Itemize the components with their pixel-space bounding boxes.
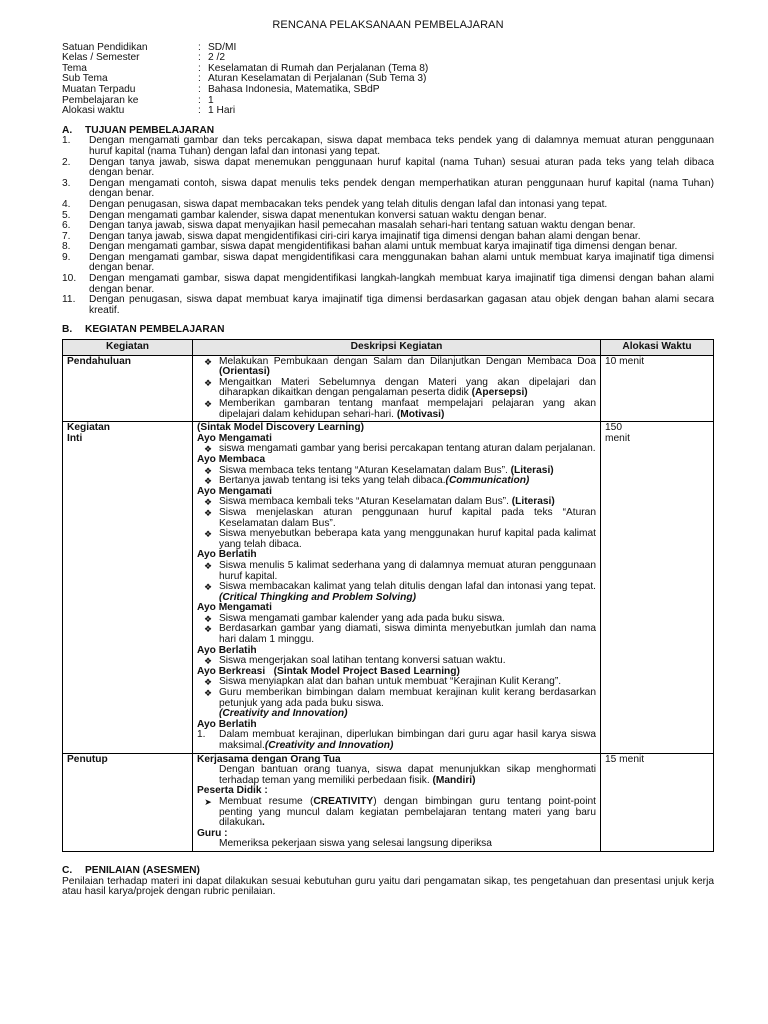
activity-heading: Ayo Mengamati bbox=[197, 602, 272, 614]
diamond-bullet-icon: ❖ bbox=[203, 613, 213, 624]
meta-sep: : bbox=[198, 105, 201, 117]
table-header-row bbox=[63, 340, 714, 356]
item-number: 4. bbox=[62, 198, 71, 210]
meta-label: Tema bbox=[62, 62, 87, 74]
header-deskripsi: Deskripsi Kegiatan bbox=[193, 340, 601, 356]
bullet-text: Guru memberikan bimbingan dalam membuat kerajinan kulit kerang berdasarkan petunjuk yang ada pada buku siswa. bbox=[219, 687, 596, 709]
item-number: 7. bbox=[62, 230, 71, 242]
bullet-emphasis: (Motivasi) bbox=[396, 408, 445, 420]
section-title: KEGIATAN PEMBELAJARAN bbox=[85, 324, 225, 336]
bullet-emphasis: CREATIVITY bbox=[313, 795, 374, 807]
item-text: Dengan mengamati contoh, siswa dapat menulis teks pendek dengan memperhatikan aturan penggunaan huruf kapital (nama Tuhan) dengan benar. bbox=[89, 177, 714, 200]
row-description bbox=[193, 355, 601, 422]
goals-list bbox=[62, 136, 714, 316]
section-tujuan bbox=[62, 126, 714, 317]
diamond-bullet-icon: ❖ bbox=[203, 356, 213, 367]
diamond-bullet-icon: ❖ bbox=[203, 465, 213, 476]
diamond-bullet-icon: ❖ bbox=[203, 656, 213, 667]
section-number: B. bbox=[62, 324, 73, 336]
row-time-line: menit bbox=[605, 432, 630, 444]
numbered-item bbox=[197, 730, 596, 751]
bullet-text: Siswa menulis 5 kalimat sederhana yang di dalamnya memuat aturan penggunaan huruf kapital. bbox=[219, 559, 596, 582]
diamond-bullet-icon: ❖ bbox=[203, 677, 213, 688]
diamond-bullet-icon: ❖ bbox=[203, 560, 213, 571]
bullet-text: Siswa menyebutkan beberapa kata yang menggunakan huruf kapital pada kalimat yang telah dibaca. bbox=[219, 528, 596, 550]
bullet-text: Memberikan gambaran tentang manfaat mempelajari pelajaran yang akan dipelajari dalam kehidupan sehari-hari. bbox=[219, 398, 596, 420]
activity-heading: Ayo Berlatih bbox=[197, 644, 257, 656]
diamond-bullet-icon: ❖ bbox=[203, 377, 213, 388]
meta-sep: : bbox=[198, 62, 201, 74]
bullet-text: Siswa menjelaskan aturan penggunaan huruf kapital pada teks “Aturan Keselamatan dalam Bus”. bbox=[219, 506, 596, 529]
item-number: 1. bbox=[62, 135, 71, 147]
table-row bbox=[63, 355, 714, 422]
model-sintak: (Sintak Model Project Based Learning) bbox=[273, 665, 460, 677]
row-label bbox=[63, 422, 193, 753]
diamond-bullet-icon: ❖ bbox=[203, 497, 213, 508]
activity-heading: Ayo Mengamati bbox=[197, 432, 272, 444]
bullet-text: Melakukan Pembukaan dengan Salam dan Dilanjutkan Dengan Membaca Doa bbox=[219, 355, 596, 367]
bullet-emphasis: (Critical Thingking and Problem Solving) bbox=[219, 591, 416, 603]
arrowhead-bullet-icon: ➤ bbox=[204, 796, 212, 807]
diamond-bullet-icon: ❖ bbox=[203, 529, 213, 540]
section-penilaian bbox=[62, 866, 714, 898]
row-time-line: 150 bbox=[605, 422, 622, 434]
row-time: 10 menit bbox=[601, 355, 714, 422]
item-number: 10. bbox=[62, 273, 77, 285]
bullet-text: Membuat resume ( bbox=[219, 795, 314, 807]
meta-label: Alokasi waktu bbox=[62, 105, 125, 117]
row-label: Penutup bbox=[63, 753, 193, 851]
item-number: 11. bbox=[62, 294, 76, 306]
activity-heading: Ayo Membaca bbox=[197, 453, 266, 465]
bullet-item bbox=[197, 378, 596, 399]
activity-heading: Peserta Didik : bbox=[197, 785, 268, 797]
bullet-item bbox=[197, 357, 596, 378]
meta-value: Keselamatan di Rumah dan Perjalanan (Tema 8) bbox=[208, 62, 429, 74]
item-text: Dengan mengamati gambar dan teks percakapan, siswa dapat membaca teks pendek yang di dalamnya memuat aturan penggunaan huruf kapital (nama Tuhan) dengan lafal dan intonasi yang tepat. bbox=[89, 135, 714, 157]
item-number: 6. bbox=[62, 220, 71, 232]
bullet-emphasis: (Orientasi) bbox=[219, 366, 270, 378]
activity-heading: Ayo Berlatih bbox=[197, 549, 257, 561]
list-item bbox=[62, 200, 714, 211]
header-kegiatan: Kegiatan bbox=[63, 340, 193, 356]
bullet-text: Bertanya jawab tentang isi teks yang telah dibaca. bbox=[219, 475, 446, 487]
bullet-emphasis: . bbox=[262, 817, 265, 829]
meta-value: 1 Hari bbox=[208, 105, 236, 117]
meta-sep: : bbox=[198, 73, 201, 85]
row-time bbox=[601, 422, 714, 753]
item-number: 2. bbox=[62, 156, 71, 168]
activity-heading: Ayo Berlatih bbox=[197, 718, 257, 730]
item-text: Dengan tanya jawab, siswa dapat menyajikan hasil pemecahan masalah sehari-hari tentang satuan waktu dengan benar. bbox=[89, 220, 636, 232]
rpp-document bbox=[62, 20, 714, 898]
item-number: 9. bbox=[62, 251, 71, 263]
section-kegiatan bbox=[62, 325, 714, 852]
bullet-emphasis: (Creativity and Innovation) bbox=[264, 740, 394, 751]
bullet-text: siswa mengamati gambar yang berisi percakapan tentang aturan dalam perjalanan. bbox=[219, 443, 596, 455]
item-number: 3. bbox=[62, 177, 71, 189]
item-text: Dengan penugasan, siswa dapat membuat karya imajinatif tiga dimensi berdasarkan gagasan atau objek dengan bahan alami secara kreatif. bbox=[89, 294, 714, 316]
bullet-emphasis: (Literasi) bbox=[511, 496, 555, 508]
row-description bbox=[193, 422, 601, 753]
row-description bbox=[193, 753, 601, 851]
meta-value: 2 /2 bbox=[208, 52, 225, 64]
item-number: 8. bbox=[62, 241, 71, 253]
table-row bbox=[63, 422, 714, 753]
table-row bbox=[63, 753, 714, 851]
row-label: Pendahuluan bbox=[63, 355, 193, 422]
item-number: 5. bbox=[62, 209, 71, 221]
activity-table bbox=[62, 339, 714, 852]
paragraph-emphasis: (Mandiri) bbox=[432, 774, 476, 786]
document-title: RENCANA PELAKSANAAN PEMBELAJARAN bbox=[272, 19, 504, 31]
bullet-text: Berdasarkan gambar yang diamati, siswa diminta menyebutkan jumlah dan nama hari dalam 1 minggu. bbox=[219, 623, 596, 646]
bullet-emphasis: (Apersepsi) bbox=[471, 387, 528, 399]
meta-label: Satuan Pendidikan bbox=[62, 41, 148, 53]
bullet-item bbox=[197, 561, 596, 582]
list-item bbox=[62, 253, 714, 274]
diamond-bullet-icon: ❖ bbox=[203, 624, 213, 635]
diamond-bullet-icon: ❖ bbox=[203, 476, 213, 487]
list-item bbox=[62, 136, 714, 157]
section-number: C. bbox=[62, 864, 73, 876]
bullet-emphasis: (Literasi) bbox=[510, 464, 554, 476]
header-alokasi: Alokasi Waktu bbox=[601, 340, 714, 356]
bullet-text: Siswa membaca kembali teks “Aturan Keselamatan dalam Bus”. bbox=[219, 496, 509, 508]
meta-value: Aturan Keselamatan di Perjalanan (Sub Tema 3) bbox=[208, 73, 427, 85]
item-text: Dengan penugasan, siswa dapat membacakan teks pendek yang telah ditulis dengan lafal dan intonasi yang tepat. bbox=[89, 198, 608, 210]
meta-value: SD/MI bbox=[208, 41, 237, 53]
bullet-text: Dalam membuat kerajinan, diperlukan bimbingan dari guru agar hasil karya siswa maksimal. bbox=[219, 729, 596, 751]
item-text: Dengan mengamati gambar, siswa dapat mengidentifikasi cara menggunakan bahan alami untuk membuat karya imajinatif tiga dimensi dengan benar. bbox=[89, 251, 714, 274]
list-item bbox=[62, 274, 714, 295]
meta-label: Sub Tema bbox=[62, 73, 108, 85]
meta-label: Muatan Terpadu bbox=[62, 83, 136, 95]
meta-label: Pembelajaran ke bbox=[62, 94, 139, 106]
section-title: TUJUAN PEMBELAJARAN bbox=[85, 124, 215, 136]
meta-sep: : bbox=[198, 94, 201, 106]
bullet-item bbox=[197, 529, 596, 550]
paragraph-text: Dengan bantuan orang tuanya, siswa dapat menunjukkan sikap menghormati terhadap teman yang memiliki perbedaan fisik. bbox=[219, 764, 596, 786]
diamond-bullet-icon: ❖ bbox=[203, 399, 213, 409]
activity-heading: Ayo Mengamati bbox=[197, 485, 272, 497]
bullet-text: Siswa membacakan kalimat yang telah ditulis dengan lafal dan intonasi yang tepat. bbox=[219, 581, 596, 593]
bullet-text: Siswa mengerjakan soal latihan tentang konversi satuan waktu. bbox=[219, 655, 506, 667]
bullet-item bbox=[197, 399, 596, 420]
section-number: A. bbox=[62, 124, 73, 136]
bullet-item bbox=[197, 624, 596, 645]
row-label-line: Kegiatan bbox=[67, 422, 111, 434]
meta-sep: : bbox=[198, 83, 201, 95]
row-time: 15 menit bbox=[601, 753, 714, 851]
diamond-bullet-icon: ❖ bbox=[203, 582, 213, 593]
identity-table bbox=[62, 43, 714, 117]
bullet-item bbox=[197, 797, 596, 829]
item-text: Dengan mengamati gambar kalender, siswa dapat menentukan konversi satuan waktu dengan benar. bbox=[89, 209, 547, 221]
bullet-text: Siswa membaca teks tentang “Aturan Keselamatan dalam Bus”. bbox=[219, 464, 508, 476]
bullet-text: Siswa menyiapkan alat dan bahan untuk membuat “Kerajinan Kulit Kerang”. bbox=[219, 676, 562, 688]
bullet-text: Mengaitkan Materi Sebelumnya dengan Materi yang akan dipelajari dan diharapkan dikaitkan dengan pengalaman peserta didik bbox=[219, 376, 596, 399]
bullet-item bbox=[197, 688, 596, 720]
diamond-bullet-icon: ❖ bbox=[203, 688, 213, 699]
item-text: Dengan mengamati gambar, siswa dapat mengidentifikasi langkah-langkah membuat karya imajinatif tiga dimensi dengan bahan alami dengan benar. bbox=[89, 273, 714, 295]
row-label-line: Inti bbox=[67, 432, 83, 444]
bullet-emphasis: (Communication) bbox=[445, 475, 530, 487]
bullet-text: ) dengan bimbingan guru tentang point-point penting yang muncul dalam kegiatan pembelajaran tentang materi yang baru dilakukan bbox=[219, 795, 596, 829]
bullet-text: Siswa mengamati gambar kalender yang ada pada buku siswa. bbox=[219, 612, 505, 624]
list-item bbox=[62, 179, 714, 200]
model-sintak: (Sintak Model Discovery Learning) bbox=[197, 422, 364, 434]
item-number: 1. bbox=[197, 729, 206, 741]
item-text: Dengan mengamati gambar, siswa dapat mengidentifikasi bahan alami untuk membuat karya imajinatif tiga dimensi dengan benar. bbox=[89, 241, 678, 253]
list-item bbox=[62, 158, 714, 179]
paragraph: Memeriksa pekerjaan siswa yang selesai langsung diperiksa bbox=[219, 838, 492, 850]
section-title: PENILAIAN (ASESMEN) bbox=[85, 864, 200, 876]
section-heading bbox=[62, 325, 714, 336]
item-text: Dengan tanya jawab, siswa dapat mengidentifikasi ciri-ciri karya imajinatif tiga dimensi dengan bahan alami dengan benar. bbox=[89, 230, 641, 242]
section-heading bbox=[62, 866, 714, 877]
activity-heading-text: Ayo Berkreasi bbox=[197, 665, 266, 677]
meta-value: 1 bbox=[208, 94, 214, 106]
bullet-item bbox=[197, 582, 596, 603]
item-text: Dengan tanya jawab, siswa dapat menemukan penggunaan huruf kapital (nama Tuhan) sesuai aturan pada teks yang telah dibaca dengan benar. bbox=[89, 156, 714, 179]
paragraph bbox=[197, 765, 596, 786]
meta-sep: : bbox=[198, 52, 201, 64]
diamond-bullet-icon: ❖ bbox=[203, 507, 213, 518]
bullet-item bbox=[197, 508, 596, 529]
activity-heading: Guru : bbox=[197, 827, 228, 839]
meta-label: Kelas / Semester bbox=[62, 52, 140, 64]
diamond-bullet-icon: ❖ bbox=[203, 444, 213, 455]
bullet-emphasis: (Creativity and Innovation) bbox=[219, 708, 348, 720]
activity-heading: Kerjasama dengan Orang Tua bbox=[197, 753, 341, 765]
list-item bbox=[62, 295, 714, 316]
assessment-text: Penilaian terhadap materi ini dapat dilakukan sesuai kebutuhan guru yaitu dari pengamatan sikap, tes pengetahuan dan presentasi unjuk kerja atau hasil karya/projek dengan rubric penilaian. bbox=[62, 875, 714, 898]
meta-sep: : bbox=[198, 41, 201, 53]
meta-value: Bahasa Indonesia, Matematika, SBdP bbox=[208, 83, 380, 95]
